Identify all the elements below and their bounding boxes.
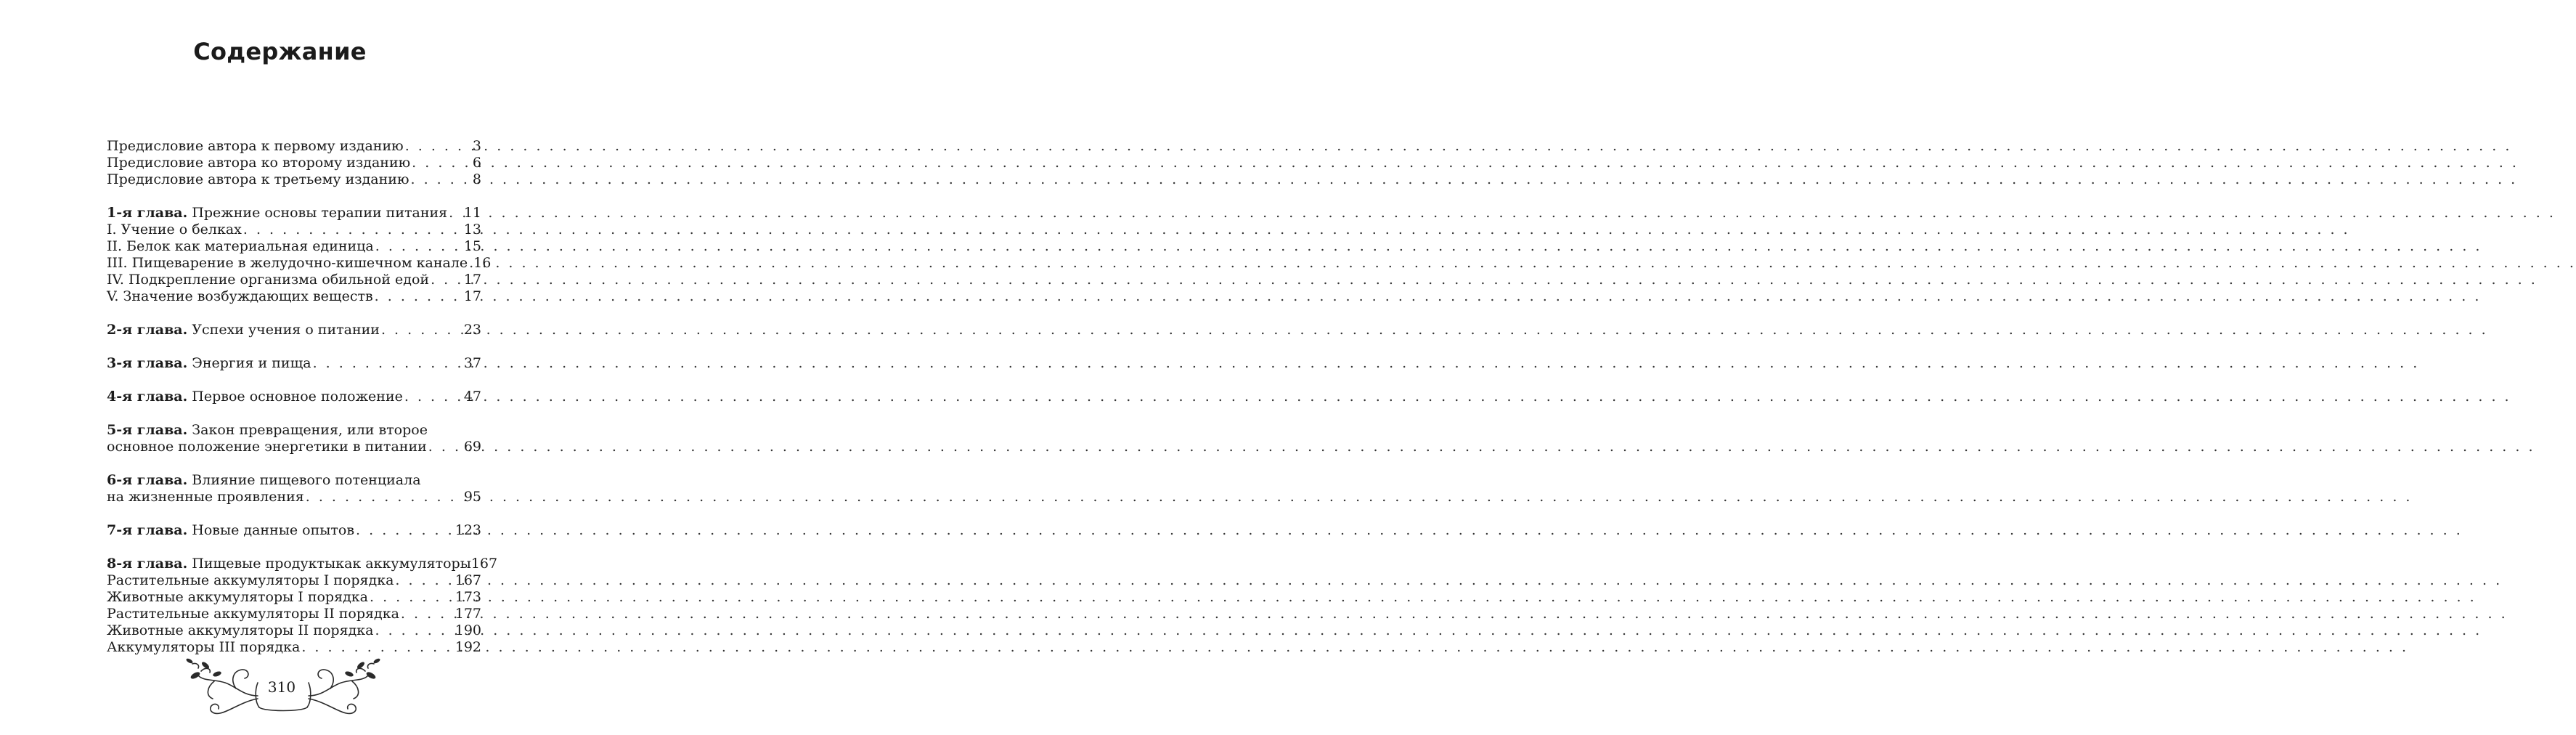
- toc-entry-preface-1: [107, 138, 481, 155]
- entry-title: III. Пищеварение в желудочно-кишечном канале: [107, 255, 468, 271]
- toc-entry-preface-3: [107, 171, 481, 188]
- dot-leader: [242, 222, 464, 238]
- entry-title: Животные аккумуляторы II порядка: [107, 622, 374, 638]
- chapter-title: Энергия и пища: [192, 355, 311, 371]
- entry-page: 6: [472, 155, 481, 171]
- chapter-label: 2-я глава.: [107, 322, 188, 338]
- page-title: Содержание: [193, 38, 367, 65]
- entry-title: [107, 556, 471, 572]
- chapter-title: Прежние основы терапии питания: [192, 205, 448, 221]
- entry-title: [107, 422, 428, 439]
- entry-title: Аккумуляторы III порядка: [107, 639, 301, 655]
- page-number: 310: [267, 678, 296, 696]
- toc-entry-section: [107, 606, 481, 622]
- entry-page: 47: [463, 389, 481, 405]
- dot-leader: [380, 322, 464, 338]
- chapter-label: 1-я глава.: [107, 205, 188, 221]
- entry-title: I. Учение о белках: [107, 222, 242, 237]
- entry-page: 177: [455, 606, 481, 622]
- entry-page: 167: [470, 556, 498, 572]
- entry-page: 37: [463, 355, 481, 371]
- toc-entry-chapter-1: [107, 205, 481, 222]
- chapter-title: Первое основное положение: [192, 389, 403, 405]
- entry-page: 17: [463, 272, 481, 288]
- entry-page: 13: [463, 222, 481, 237]
- entry-title-continued: основное положение энергетики в питании: [107, 439, 427, 455]
- toc-entry-section: [107, 272, 481, 288]
- chapter-title: Влияние пищевого потенциала: [192, 472, 421, 488]
- entry-title: [107, 322, 380, 338]
- dot-leader: [404, 138, 473, 155]
- chapter-title: Успехи учения о питании: [192, 322, 380, 338]
- toc-entry-section: [107, 572, 481, 589]
- entry-page: 167: [455, 572, 481, 588]
- toc-entry-section: [107, 222, 481, 238]
- table-of-contents: [107, 138, 498, 656]
- entry-page: 95: [463, 489, 481, 505]
- chapter-title: Пищевые продуктыкак аккумуляторы: [192, 556, 471, 572]
- toc-entry-section: [107, 622, 481, 639]
- dot-leader: [311, 355, 464, 372]
- toc-entry-section: [107, 288, 481, 305]
- toc-entry-chapter-6: [107, 472, 481, 505]
- entry-title: [107, 355, 311, 372]
- entry-page: 192: [455, 639, 481, 655]
- entry-page: 16: [473, 255, 492, 271]
- entry-title: V. Значение возбуждающих веществ: [107, 288, 373, 304]
- toc-entry-preface-2: [107, 155, 481, 171]
- dot-leader: [429, 272, 464, 288]
- toc-entry-section: [107, 238, 481, 255]
- chapter-label: 5-я глава.: [107, 422, 188, 438]
- dot-leader: [403, 389, 464, 405]
- entry-title: Растительные аккумуляторы II порядка: [107, 606, 399, 622]
- entry-title: [107, 389, 403, 405]
- entry-title: Животные аккумуляторы I порядка: [107, 589, 368, 605]
- toc-entry-section: [107, 589, 481, 606]
- chapter-label: 4-я глава.: [107, 389, 188, 405]
- entry-title: [107, 472, 421, 489]
- entry-page: 123: [455, 522, 481, 538]
- dot-leader: [399, 606, 455, 622]
- entry-page: 173: [455, 589, 481, 605]
- entry-page: 190: [455, 622, 481, 638]
- toc-entry-chapter-5: [107, 422, 481, 455]
- chapter-title: Закон превращения, или второе: [192, 422, 428, 438]
- entry-page: 15: [463, 238, 481, 254]
- entry-title: II. Белок как материальная единица: [107, 238, 374, 254]
- dot-leader: [373, 288, 464, 305]
- entry-title: Предисловие автора ко второму изданию: [107, 155, 411, 171]
- toc-entry-chapter-2: [107, 322, 481, 338]
- chapter-title: Новые данные опытов: [192, 522, 355, 538]
- toc-entry-section: [107, 255, 492, 272]
- dot-leader: [354, 522, 455, 539]
- entry-title: Предисловие автора к третьему изданию: [107, 171, 409, 187]
- dot-leader: [447, 205, 464, 222]
- entry-page: 69: [463, 439, 481, 455]
- chapter-label: 7-я глава.: [107, 522, 188, 538]
- dot-leader: [409, 171, 473, 188]
- dot-leader: [374, 238, 464, 255]
- chapter-label: 3-я глава.: [107, 355, 188, 371]
- entry-title: Растительные аккумуляторы I порядка: [107, 572, 394, 588]
- entry-page: 17: [463, 288, 481, 304]
- entry-title: IV. Подкрепление организма обильной едой: [107, 272, 430, 288]
- entry-page: 11: [463, 205, 481, 221]
- entry-title: [107, 205, 447, 222]
- dot-leader: [304, 489, 464, 505]
- dot-leader: [427, 439, 464, 455]
- dot-leader: [368, 589, 455, 606]
- dot-leader: [394, 572, 455, 589]
- chapter-label: 8-я глава.: [107, 556, 188, 572]
- entry-title: [107, 522, 354, 539]
- dot-leader: [373, 622, 455, 639]
- toc-entry-chapter-8: [107, 556, 498, 572]
- entry-page: 8: [472, 171, 481, 187]
- toc-entry-chapter-4: [107, 389, 481, 405]
- entry-page: 23: [463, 322, 481, 338]
- toc-entry-chapter-3: [107, 355, 481, 372]
- dot-leader: [468, 255, 473, 272]
- dot-leader: [410, 155, 473, 171]
- entry-title: Предисловие автора к первому изданию: [107, 138, 404, 154]
- entry-title-continued: на жизненные проявления: [107, 489, 304, 505]
- toc-entry-chapter-7: [107, 522, 481, 539]
- chapter-label: 6-я глава.: [107, 472, 188, 488]
- entry-page: 3: [472, 138, 481, 154]
